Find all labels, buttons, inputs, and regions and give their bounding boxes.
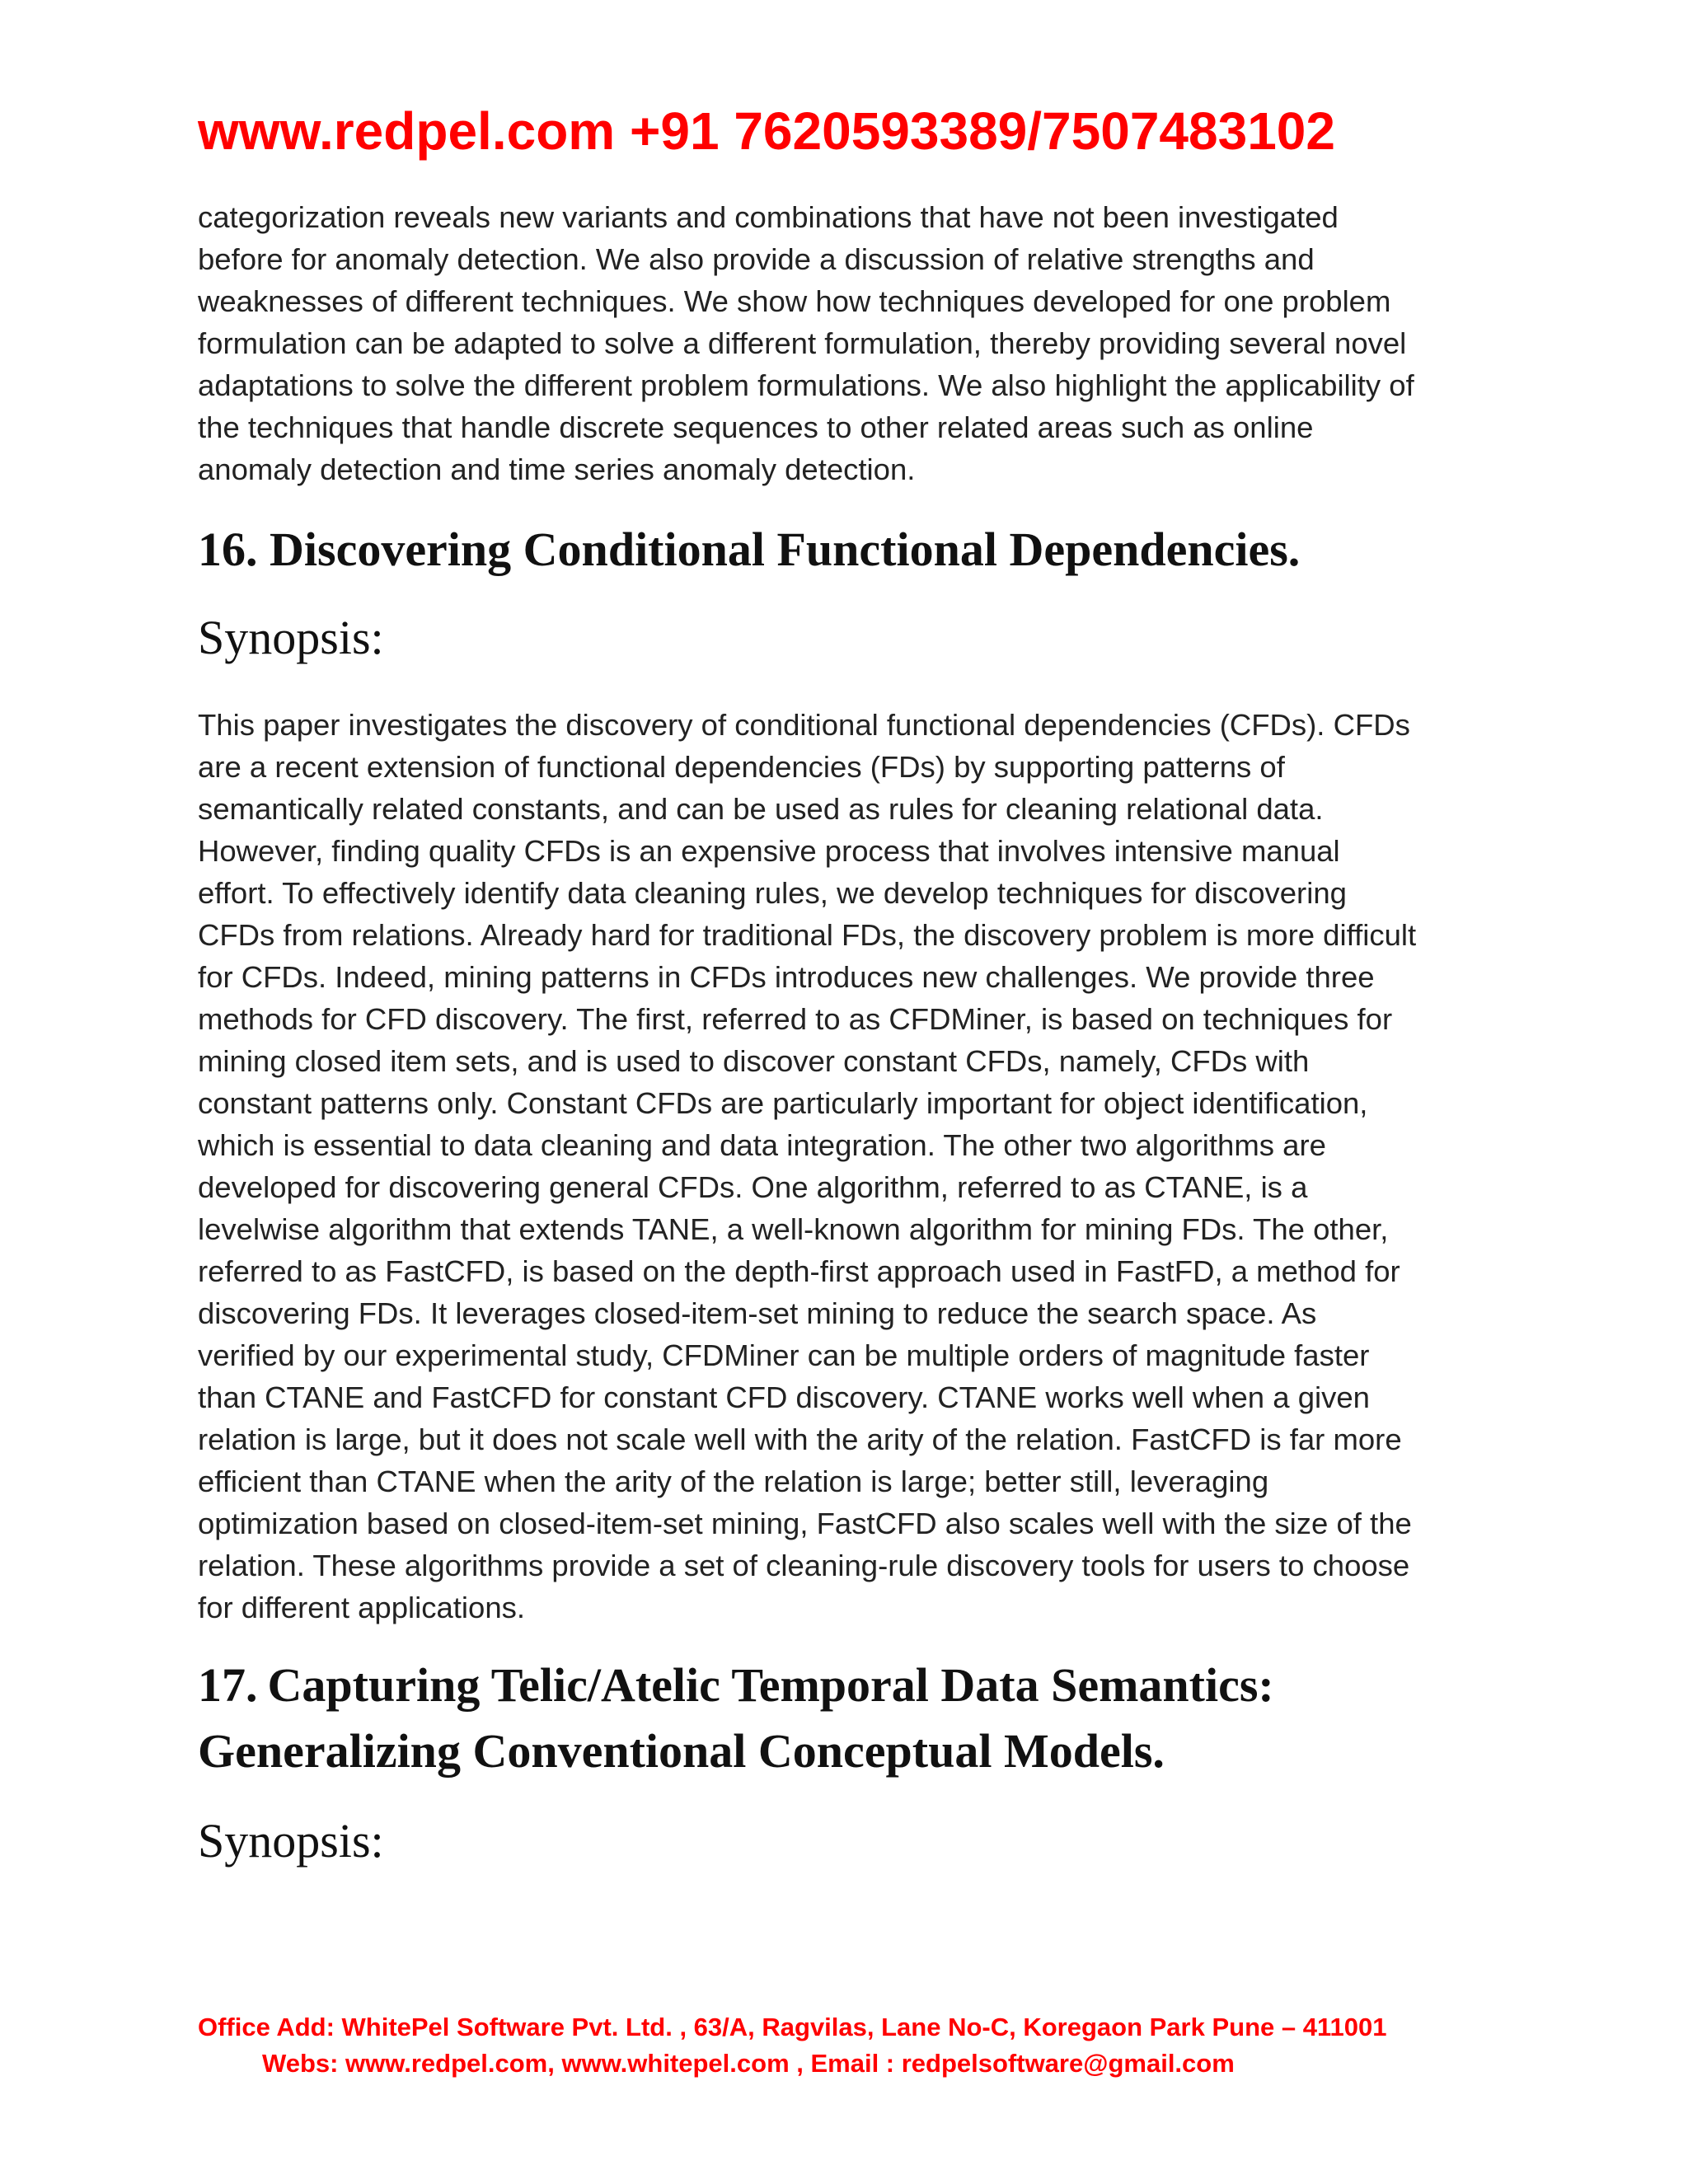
section-16-paragraph-line: efficient than CTANE when the arity of the relation is large; better still, leveraging [198, 1465, 1269, 1498]
section-16-paragraph [198, 704, 1492, 1629]
section-16-paragraph-line: relation. These algorithms provide a set of cleaning-rule discovery tools for users to choose [198, 1549, 1410, 1582]
section-16-paragraph-line: discovering FDs. It leverages closed-item-set mining to reduce the search space. As [198, 1296, 1317, 1330]
intro-paragraph-line: categorization reveals new variants and combinations that have not been investigated [198, 200, 1339, 234]
section-16-paragraph-line: mining closed item sets, and is used to discover constant CFDs, namely, CFDs with [198, 1044, 1310, 1078]
intro-paragraph-line: adaptations to solve the different problem formulations. We also highlight the applicability of [198, 368, 1414, 402]
section-17-title-line1 [198, 1652, 1274, 1718]
section-17-number: 17. [198, 1658, 258, 1712]
section-16-paragraph-line: referred to as FastCFD, is based on the depth-first approach used in FastFD, a method for [198, 1254, 1400, 1288]
section-16-paragraph-line: semantically related constants, and can be used as rules for cleaning relational data. [198, 792, 1324, 826]
section-17-title-text: Capturing Telic/Atelic Temporal Data Semantics: [267, 1658, 1274, 1712]
section-16-paragraph-line: constant patterns only. Constant CFDs are particularly important for object identification, [198, 1086, 1368, 1120]
section-16-paragraph-line: for CFDs. Indeed, mining patterns in CFDs introduces new challenges. We provide three [198, 960, 1375, 994]
footer-webs: Webs: www.redpel.com, www.whitepel.com , Email : redpelsoftware@gmail.com [262, 2049, 1235, 2078]
intro-paragraph-line: the techniques that handle discrete sequences to other related areas such as online [198, 410, 1314, 444]
intro-paragraph-line: formulation can be adapted to solve a different formulation, thereby providing several novel [198, 326, 1407, 360]
intro-paragraph-line: anomaly detection and time series anomaly detection. [198, 452, 916, 486]
section-16-paragraph-line: verified by our experimental study, CFDMiner can be multiple orders of magnitude faster [198, 1338, 1370, 1372]
section-16-paragraph-line: which is essential to data cleaning and data integration. The other two algorithms are [198, 1128, 1326, 1162]
section-16-paragraph-line: However, finding quality CFDs is an expensive process that involves intensive manual [198, 834, 1340, 868]
section-16-paragraph-line: effort. To effectively identify data cleaning rules, we develop techniques for discovering [198, 876, 1347, 910]
header-contact: www.redpel.com +91 7620593389/7507483102 [198, 101, 1335, 161]
section-16-paragraph-line: developed for discovering general CFDs. One algorithm, referred to as CTANE, is a [198, 1170, 1308, 1204]
section-16-paragraph-line: for different applications. [198, 1591, 526, 1624]
section-16-paragraph-line: relation is large, but it does not scale well with the arity of the relation. FastCFD is far more [198, 1422, 1402, 1456]
section-17-title-line2: Generalizing Conventional Conceptual Models. [198, 1724, 1165, 1778]
section-16-paragraph-line: optimization based on closed-item-set mining, FastCFD also scales well with the size of the [198, 1507, 1412, 1540]
section-16-paragraph-line: methods for CFD discovery. The first, referred to as CFDMiner, is based on techniques for [198, 1002, 1393, 1036]
intro-paragraph-line: before for anomaly detection. We also provide a discussion of relative strengths and [198, 242, 1315, 276]
section-17-synopsis-label: Synopsis: [198, 1814, 384, 1868]
section-16-title: 16. Discovering Conditional Functional Dependencies. [198, 523, 1301, 576]
intro-paragraph-line: weaknesses of different techniques. We show how techniques developed for one problem [198, 284, 1391, 318]
section-16-paragraph-line: are a recent extension of functional dependencies (FDs) by supporting patterns of [198, 750, 1285, 784]
section-16-paragraph-line: levelwise algorithm that extends TANE, a well-known algorithm for mining FDs. The other, [198, 1212, 1389, 1246]
intro-paragraph [198, 196, 1492, 490]
section-16-paragraph-line: This paper investigates the discovery of conditional functional dependencies (CFDs). CFDs [198, 708, 1410, 742]
footer-address: Office Add: WhitePel Software Pvt. Ltd. , 63/A, Ragvilas, Lane No-C, Koregaon Park Pune – 411001 [198, 2013, 1387, 2041]
section-16-synopsis-label: Synopsis: [198, 611, 384, 664]
section-16-paragraph-line: CFDs from relations. Already hard for traditional FDs, the discovery problem is more difficult [198, 918, 1417, 952]
section-16-paragraph-line: than CTANE and FastCFD for constant CFD discovery. CTANE works well when a given [198, 1380, 1370, 1414]
